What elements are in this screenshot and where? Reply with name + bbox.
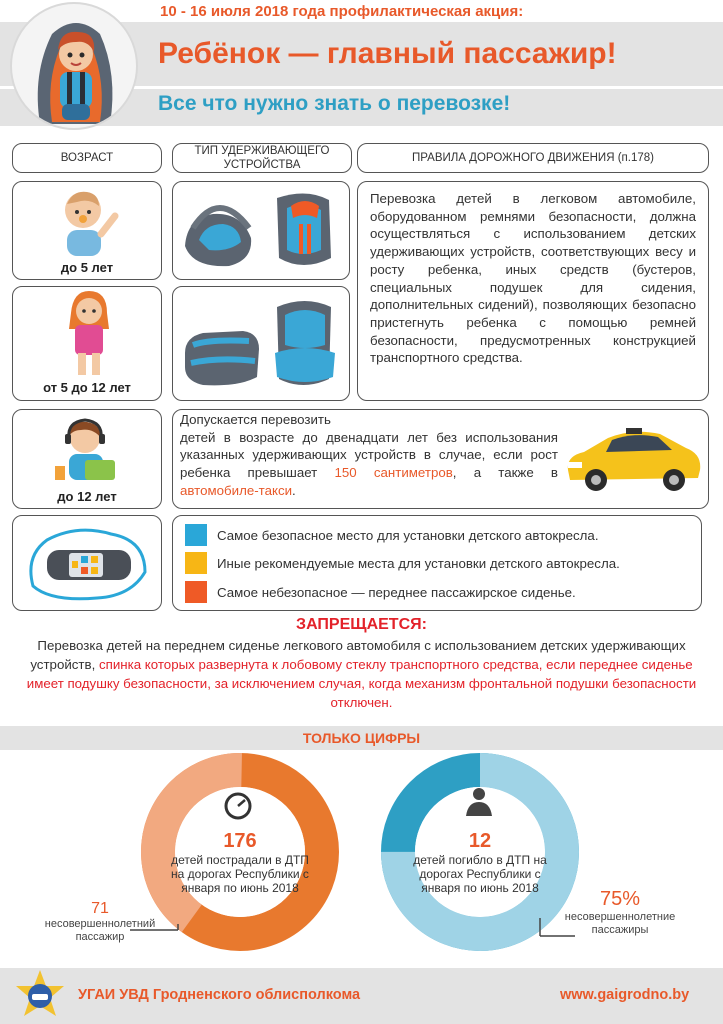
legend-label-recommended: Иные рекомендуемые места для установки детского автокресла. (217, 555, 620, 571)
allowed-mid: , а также в (452, 465, 558, 481)
legend-item-unsafe (185, 580, 576, 604)
page-title: Ребёнок — главный пассажир! (158, 37, 617, 70)
footer-website-link[interactable]: www.gaigrodno.by (560, 987, 690, 1003)
page-subtitle: Все что нужно знать о перевозке! (158, 92, 511, 115)
stat-right-total: 12 (468, 830, 492, 852)
legend-label-safest: Самое безопасное место для установки детского автокресла. (217, 527, 599, 543)
legend-item-recommended (185, 551, 620, 575)
numbers-title: ТОЛЬКО ЦИФРЫ (302, 730, 421, 746)
car-seat-map-icon (27, 526, 151, 602)
date-line: 10 - 16 июля 2018 года профилактическая акция: (160, 3, 524, 20)
age-cell-under-5 (12, 181, 162, 280)
traffic-police-emblem (12, 968, 68, 1024)
column-header-device: ТИП УДЕРЖИВАЮЩЕГО УСТРОЙСТВА (172, 143, 352, 173)
stat-right-desc: детей погибло в ДТП на дорогах Республики с января по июнь 2018 (413, 853, 547, 895)
footer-org: УГАИ УВД Гродненского облисполкома (78, 987, 361, 1003)
allowed-body: детей в возрасте до двенадцати лет без использования указанных удерживающих устройств в случае, если рост ребенка превышает (180, 429, 558, 481)
stat-right-side-num: 75% (599, 888, 641, 910)
stat-right-side (560, 888, 680, 937)
allowed-text (180, 411, 558, 500)
seat-map-cell (12, 515, 162, 611)
age-cell-under-12 (12, 409, 162, 509)
taxi-car-icon (562, 418, 704, 498)
allowed-end: . (292, 482, 296, 498)
forbidden-title: ЗАПРЕЩАЕТСЯ: (296, 616, 427, 633)
column-header-rules: ПРАВИЛА ДОРОЖНОГО ДВИЖЕНИЯ (п.178) (357, 143, 709, 173)
booster-seat-icon (179, 293, 345, 397)
rules-text: Перевозка детей в легковом автомобиле, оборудованном ремнями безопасности, должна осуществляться с использованием детских удерживающих устройств, соответствующих весу и росту ребенка, иных средств (бустеров, специальных подушек для сидения, дополнительных сидений), позволяющих безопасно пристегнуть ребенка с помощью ремней безопасности, предусмотренных конструкцией транспортного средства. (370, 191, 696, 366)
child-in-seat-illustration (10, 2, 138, 130)
forbidden-text-red: спинка которых развернута к лобовому стеклу транспортного средства, если переднее сиденье имеет подушку безопасности, за исключением случая, когда механизм фронтальной подушки безопасности отключен. (26, 657, 697, 710)
forbidden-text-plain: Перевозка детей на переднем сиденье легкового автомобиля с использованием детских удерживающих устройств, (30, 638, 686, 672)
stat-left-side-desc: несовершеннолетний пассажир (44, 918, 156, 943)
stat-left-side-num: 71 (91, 900, 109, 917)
age-label-under-12: до 12 лет (57, 489, 117, 504)
legend-swatch-blue (185, 524, 207, 546)
allowed-height: 150 сантиметров (334, 465, 453, 481)
stat-right-side-desc: несовершеннолетние пассажиры (564, 911, 676, 936)
legend-swatch-yellow (185, 552, 207, 574)
stat-left-desc: детей пострадали в ДТП на дорогах Республики с января по июнь 2018 (171, 853, 309, 895)
device-cell-boosters (172, 286, 350, 401)
infant-carrier-icon (179, 188, 345, 274)
stat-left-center (170, 830, 310, 895)
legend-item-safest (185, 523, 599, 547)
allowed-taxi: автомобиле-такси (180, 482, 293, 498)
legend-label-unsafe: Самое небезопасное — переднее пассажирское сиденье. (217, 584, 576, 600)
baby-icon (53, 186, 123, 258)
boy-with-tablet-icon (51, 416, 127, 488)
stat-left-side (40, 900, 160, 944)
age-label-5-to-12: от 5 до 12 лет (43, 380, 131, 395)
girl-icon (63, 289, 115, 379)
stat-right-center (410, 830, 550, 895)
age-cell-5-to-12 (12, 286, 162, 401)
allowed-lead: Допускается перевозить (180, 412, 331, 427)
stat-left-total: 176 (223, 830, 257, 852)
legend-swatch-orange (185, 581, 207, 603)
device-cell-infant-seats (172, 181, 350, 280)
age-label-under-5: до 5 лет (60, 260, 114, 275)
column-header-age: ВОЗРАСТ (12, 143, 162, 173)
forbidden-text (20, 636, 703, 712)
